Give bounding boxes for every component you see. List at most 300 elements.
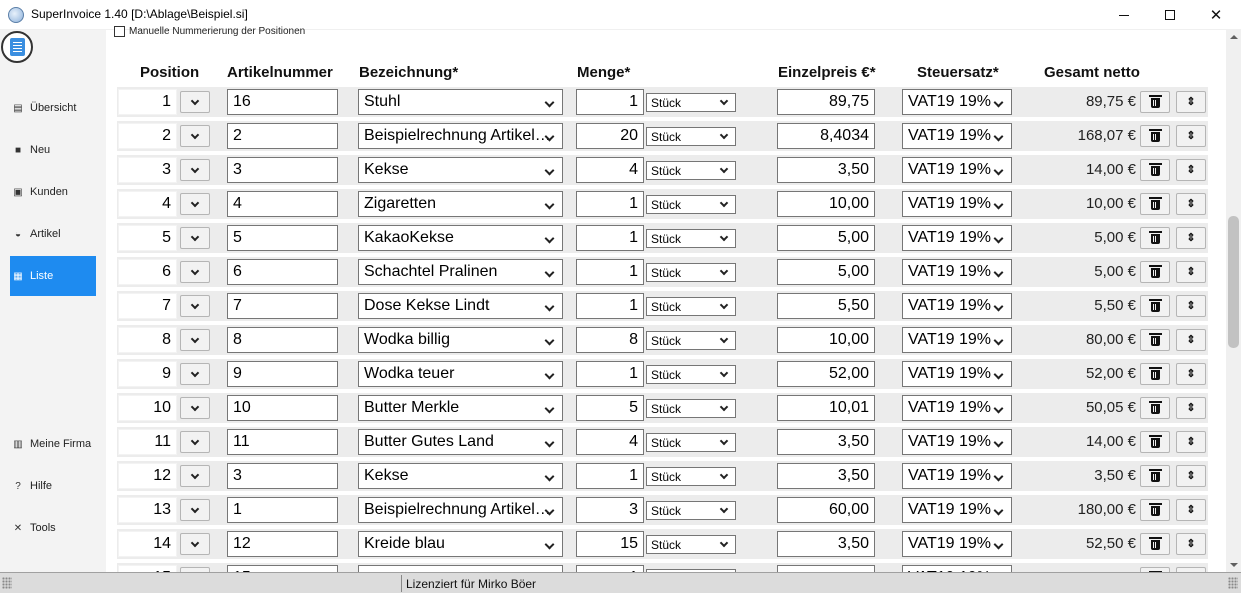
sidebar-item-kunden[interactable]	[10, 172, 96, 212]
unit-value: Stück	[651, 402, 682, 416]
chevron-down-icon	[720, 369, 728, 377]
move-icon: ⇕	[1186, 333, 1196, 346]
total-net-value: 10,00 €	[1085, 195, 1136, 212]
article-number-field[interactable]: 6	[227, 259, 338, 285]
sidebar-item-neu[interactable]	[10, 130, 96, 170]
total-net-value: 89,75 €	[1085, 93, 1136, 110]
tax-rate-value: VAT19 19%	[908, 263, 992, 280]
article-number-field[interactable]: 11	[227, 429, 338, 455]
customers-icon: ▣	[13, 186, 23, 198]
trash-icon	[1151, 336, 1160, 346]
chevron-down-icon	[720, 267, 728, 275]
chevron-down-icon	[545, 200, 555, 210]
total-net-value: 5,00 €	[1094, 263, 1136, 280]
tax-rate-select[interactable]	[902, 225, 1012, 251]
chevron-down-icon	[994, 268, 1004, 278]
total-net-value: 5,50 €	[1094, 297, 1136, 314]
article-number-field[interactable]: 1	[227, 497, 338, 523]
unit-value: Stück	[651, 470, 682, 484]
table-row	[117, 223, 1208, 253]
article-number-field[interactable]: 3	[227, 157, 338, 183]
chevron-down-icon	[545, 370, 555, 380]
move-icon: ⇕	[1186, 367, 1196, 380]
invoice-positions-panel	[106, 26, 1226, 572]
tax-rate-select[interactable]	[902, 497, 1012, 523]
delete-row-button[interactable]	[1140, 431, 1170, 453]
unit-price-field[interactable]: 10,01	[777, 395, 875, 421]
help-icon: ?	[15, 480, 21, 492]
description-value: Kekse	[364, 161, 409, 178]
description-select[interactable]	[358, 395, 563, 421]
total-net-value: 52,00 €	[1085, 365, 1136, 382]
description-select[interactable]	[358, 157, 563, 183]
chevron-down-icon	[994, 336, 1004, 346]
move-row-button[interactable]	[1176, 227, 1206, 249]
unit-price-field[interactable]: 10,00	[777, 191, 875, 217]
sidebar-item-ubersicht[interactable]	[10, 88, 96, 128]
delete-row-button[interactable]	[1140, 193, 1170, 215]
trash-icon	[1151, 132, 1160, 142]
total-net-value: 14,00 €	[1085, 433, 1136, 450]
article-number-field[interactable]: 10	[227, 395, 338, 421]
tax-rate-select[interactable]	[902, 293, 1012, 319]
description-select[interactable]	[358, 497, 563, 523]
close-button[interactable]	[1193, 0, 1239, 30]
quantity-field[interactable]: 4	[576, 157, 644, 183]
position-field[interactable]: 12	[118, 463, 177, 489]
minimize-button[interactable]	[1101, 0, 1147, 30]
total-net-value: 3,50 €	[1094, 467, 1136, 484]
description-value: Zigaretten	[364, 195, 437, 212]
sidebar	[0, 30, 106, 572]
move-icon: ⇕	[1186, 231, 1196, 244]
tax-rate-select[interactable]	[902, 395, 1012, 421]
sidebar-item-tools[interactable]	[10, 508, 96, 548]
description-select[interactable]	[358, 123, 563, 149]
table-row	[117, 189, 1208, 219]
quantity-field[interactable]: 15	[576, 531, 644, 557]
scroll-up-arrow-icon[interactable]	[1230, 35, 1238, 39]
chevron-down-icon	[545, 540, 555, 550]
company-icon: ▥	[13, 438, 23, 450]
delete-row-button[interactable]	[1140, 295, 1170, 317]
delete-row-button[interactable]	[1140, 159, 1170, 181]
trash-icon	[1151, 506, 1160, 516]
article-number-field[interactable]: 5	[227, 225, 338, 251]
delete-row-button[interactable]	[1140, 227, 1170, 249]
tax-rate-select[interactable]	[902, 429, 1012, 455]
position-dropdown-button[interactable]	[180, 261, 210, 283]
resize-grip-icon[interactable]	[1228, 577, 1238, 589]
chevron-down-icon	[994, 404, 1004, 414]
position-field[interactable]: 8	[118, 327, 177, 353]
sidebar-item-label: Tools	[30, 522, 56, 534]
unit-value: Stück	[651, 300, 682, 314]
description-value: Butter Gutes Land	[364, 433, 494, 450]
move-row-button[interactable]	[1176, 91, 1206, 113]
position-dropdown-button[interactable]	[180, 227, 210, 249]
sidebar-item-label: Liste	[30, 270, 54, 282]
unit-value: Stück	[651, 368, 682, 382]
article-number-field[interactable]: 2	[227, 123, 338, 149]
chevron-down-icon	[720, 165, 728, 173]
unit-select[interactable]	[646, 297, 736, 316]
position-field[interactable]: 4	[118, 191, 177, 217]
description-select[interactable]	[358, 293, 563, 319]
tax-rate-select[interactable]	[902, 191, 1012, 217]
table-row	[117, 155, 1208, 185]
sidebar-item-liste[interactable]	[10, 256, 96, 296]
sidebar-item-label: Artikel	[30, 228, 61, 240]
chevron-down-icon	[720, 131, 728, 139]
description-value: Beispielrechnung Artikel…	[364, 501, 551, 518]
quantity-field[interactable]: 1	[576, 463, 644, 489]
position-dropdown-button[interactable]	[180, 363, 210, 385]
chevron-down-icon	[545, 472, 555, 482]
new-document-icon: ■	[14, 144, 22, 156]
quantity-field[interactable]: 8	[576, 327, 644, 353]
unit-select[interactable]	[646, 365, 736, 384]
article-number-field[interactable]: 3	[227, 463, 338, 489]
unit-price-field[interactable]: 5,50	[777, 293, 875, 319]
tax-rate-select[interactable]	[902, 361, 1012, 387]
chevron-down-icon	[191, 130, 199, 138]
move-row-button[interactable]	[1176, 431, 1206, 453]
unit-select[interactable]	[646, 229, 736, 248]
description-select[interactable]	[358, 361, 563, 387]
tax-rate-value: VAT19 19%	[908, 127, 992, 144]
close-icon: ✕	[1209, 7, 1223, 24]
quantity-field[interactable]: 1	[576, 361, 644, 387]
move-row-button[interactable]	[1176, 261, 1206, 283]
description-select[interactable]	[358, 531, 563, 557]
tax-rate-value: VAT19 19%	[908, 399, 992, 416]
chevron-down-icon	[994, 98, 1004, 108]
position-dropdown-button[interactable]	[180, 193, 210, 215]
trash-icon	[1151, 268, 1160, 278]
tax-rate-select[interactable]	[902, 89, 1012, 115]
unit-select[interactable]	[646, 331, 736, 350]
quantity-field[interactable]: 4	[576, 429, 644, 455]
position-dropdown-button[interactable]	[180, 329, 210, 351]
unit-select[interactable]	[646, 161, 736, 180]
table-row	[117, 87, 1208, 117]
description-select[interactable]	[358, 429, 563, 455]
chevron-down-icon	[545, 302, 555, 312]
vertical-scrollbar[interactable]	[1226, 30, 1241, 572]
unit-value: Stück	[651, 130, 682, 144]
position-field[interactable]: 9	[118, 361, 177, 387]
unit-price-field[interactable]: 10,00	[777, 327, 875, 353]
table-row	[117, 529, 1208, 559]
article-number-field[interactable]: 16	[227, 89, 338, 115]
position-dropdown-button[interactable]	[180, 295, 210, 317]
manual-numbering-checkbox[interactable]	[114, 26, 305, 37]
delete-row-button[interactable]	[1140, 329, 1170, 351]
article-number-field[interactable]: 8	[227, 327, 338, 353]
sidebar-item-meine-firma[interactable]	[10, 424, 96, 464]
unit-price-field[interactable]: 5,00	[777, 225, 875, 251]
position-dropdown-button[interactable]	[180, 125, 210, 147]
tax-rate-value: VAT19 19%	[908, 229, 992, 246]
header-quantity: Menge*	[577, 64, 631, 81]
minimize-icon	[1119, 15, 1129, 16]
position-dropdown-button[interactable]	[180, 159, 210, 181]
chevron-down-icon	[545, 404, 555, 414]
position-field[interactable]: 11	[118, 429, 177, 455]
quantity-field[interactable]: 1	[576, 225, 644, 251]
basket-icon: ◒	[14, 228, 22, 240]
chevron-down-icon	[720, 199, 728, 207]
chevron-down-icon	[720, 97, 728, 105]
trash-icon	[1151, 540, 1160, 550]
sidebar-item-hilfe[interactable]	[10, 466, 96, 506]
tax-rate-select[interactable]	[902, 259, 1012, 285]
position-field[interactable]: 7	[118, 293, 177, 319]
delete-row-button[interactable]	[1140, 465, 1170, 487]
unit-price-field[interactable]: 3,50	[777, 531, 875, 557]
position-field[interactable]: 6	[118, 259, 177, 285]
move-row-button[interactable]	[1176, 295, 1206, 317]
chevron-down-icon	[191, 300, 199, 308]
article-number-field[interactable]: 4	[227, 191, 338, 217]
chevron-down-icon	[994, 166, 1004, 176]
quantity-field[interactable]: 1	[576, 89, 644, 115]
position-field[interactable]: 1	[118, 89, 177, 115]
chevron-down-icon	[720, 403, 728, 411]
position-field[interactable]: 2	[118, 123, 177, 149]
delete-row-button[interactable]	[1140, 499, 1170, 521]
position-field[interactable]: 5	[118, 225, 177, 251]
chevron-down-icon	[191, 470, 199, 478]
position-field[interactable]: 14	[118, 531, 177, 557]
chevron-down-icon	[545, 166, 555, 176]
unit-price-field[interactable]: 3,50	[777, 157, 875, 183]
position-dropdown-button[interactable]	[180, 397, 210, 419]
chevron-down-icon	[720, 471, 728, 479]
description-select[interactable]	[358, 327, 563, 353]
move-icon: ⇕	[1186, 95, 1196, 108]
move-icon: ⇕	[1186, 265, 1196, 278]
unit-value: Stück	[651, 504, 682, 518]
move-row-button[interactable]	[1176, 499, 1206, 521]
description-value: Schachtel Pralinen	[364, 263, 498, 280]
delete-row-button[interactable]	[1140, 261, 1170, 283]
license-status: Lizenziert für Mirko Böer	[401, 575, 1223, 592]
chevron-down-icon	[720, 437, 728, 445]
move-row-button[interactable]	[1176, 533, 1206, 555]
description-value: Beispielrechnung Artikel…	[364, 127, 551, 144]
chevron-down-icon	[191, 402, 199, 410]
unit-select[interactable]	[646, 433, 736, 452]
chevron-down-icon	[720, 539, 728, 547]
tax-rate-value: VAT19 19%	[908, 161, 992, 178]
unit-value: Stück	[651, 436, 682, 450]
description-value: Dose Kekse Lindt	[364, 297, 490, 314]
unit-price-field[interactable]: 60,00	[777, 497, 875, 523]
trash-icon	[1151, 370, 1160, 380]
chevron-down-icon	[191, 164, 199, 172]
chevron-down-icon	[994, 234, 1004, 244]
table-row	[117, 495, 1208, 525]
chevron-down-icon	[994, 438, 1004, 448]
position-field[interactable]: 3	[118, 157, 177, 183]
quantity-field[interactable]: 1	[576, 191, 644, 217]
unit-value: Stück	[651, 334, 682, 348]
move-row-button[interactable]	[1176, 329, 1206, 351]
article-number-field[interactable]: 12	[227, 531, 338, 557]
total-net-value: 80,00 €	[1085, 331, 1136, 348]
chevron-down-icon	[994, 370, 1004, 380]
description-value: Wodka teuer	[364, 365, 455, 382]
description-select[interactable]	[358, 89, 563, 115]
chevron-down-icon	[720, 233, 728, 241]
move-icon: ⇕	[1186, 163, 1196, 176]
chevron-down-icon	[191, 334, 199, 342]
unit-select[interactable]	[646, 535, 736, 554]
unit-value: Stück	[651, 232, 682, 246]
chevron-down-icon	[191, 232, 199, 240]
tax-rate-value: VAT19 19%	[908, 467, 992, 484]
unit-value: Stück	[651, 164, 682, 178]
position-dropdown-button[interactable]	[180, 465, 210, 487]
move-row-button[interactable]	[1176, 363, 1206, 385]
quantity-field[interactable]: 1	[576, 293, 644, 319]
quantity-field[interactable]: 1	[576, 259, 644, 285]
scrollbar-thumb[interactable]	[1228, 216, 1239, 348]
unit-select[interactable]	[646, 127, 736, 146]
header-article-number: Artikelnummer	[227, 64, 333, 81]
move-row-button[interactable]	[1176, 159, 1206, 181]
unit-select[interactable]	[646, 195, 736, 214]
tax-rate-value: VAT19 19%	[908, 501, 992, 518]
header-unit-price: Einzelpreis €*	[778, 64, 876, 81]
move-icon: ⇕	[1186, 129, 1196, 142]
move-row-button[interactable]	[1176, 125, 1206, 147]
delete-row-button[interactable]	[1140, 397, 1170, 419]
chevron-down-icon	[191, 266, 199, 274]
unit-select[interactable]	[646, 263, 736, 282]
unit-price-field[interactable]: 8,4034	[777, 123, 875, 149]
chevron-down-icon	[191, 538, 199, 546]
move-icon: ⇕	[1186, 299, 1196, 312]
total-net-value: 180,00 €	[1077, 501, 1136, 518]
table-row	[117, 359, 1208, 389]
position-dropdown-button[interactable]	[180, 533, 210, 555]
article-number-field[interactable]: 9	[227, 361, 338, 387]
header-total-net: Gesamt netto	[1044, 64, 1140, 81]
total-net-value: 168,07 €	[1077, 127, 1136, 144]
chevron-down-icon	[545, 438, 555, 448]
move-row-button[interactable]	[1176, 465, 1206, 487]
tax-rate-value: VAT19 19%	[908, 297, 992, 314]
sidebar-item-artikel[interactable]	[10, 214, 96, 254]
tools-icon: ✕	[13, 522, 23, 534]
delete-row-button[interactable]	[1140, 363, 1170, 385]
unit-select[interactable]	[646, 399, 736, 418]
sidebar-item-label: Hilfe	[30, 480, 53, 492]
trash-icon	[1151, 200, 1160, 210]
tax-rate-select[interactable]	[902, 157, 1012, 183]
checkbox-icon	[114, 26, 125, 37]
position-dropdown-button[interactable]	[180, 91, 210, 113]
quantity-field[interactable]: 20	[576, 123, 644, 149]
unit-select[interactable]	[646, 467, 736, 486]
description-select[interactable]	[358, 463, 563, 489]
article-number-field[interactable]: 7	[227, 293, 338, 319]
tax-rate-select[interactable]	[902, 531, 1012, 557]
quantity-field[interactable]: 5	[576, 395, 644, 421]
trash-icon	[1151, 404, 1160, 414]
description-value: KakaoKekse	[364, 229, 454, 246]
tax-rate-select[interactable]	[902, 123, 1012, 149]
position-dropdown-button[interactable]	[180, 499, 210, 521]
tax-rate-value: VAT19 19%	[908, 433, 992, 450]
unit-select[interactable]	[646, 501, 736, 520]
tax-rate-select[interactable]	[902, 463, 1012, 489]
header-position: Position	[140, 64, 200, 81]
description-select[interactable]	[358, 259, 563, 285]
quantity-field[interactable]: 3	[576, 497, 644, 523]
app-icon	[8, 7, 24, 23]
unit-price-field[interactable]: 5,00	[777, 259, 875, 285]
unit-price-field[interactable]: 52,00	[777, 361, 875, 387]
header-tax-rate: Steuersatz*	[917, 64, 999, 81]
move-row-button[interactable]	[1176, 397, 1206, 419]
list-icon: ▦	[13, 270, 23, 282]
tax-rate-select[interactable]	[902, 327, 1012, 353]
chevron-down-icon	[545, 268, 555, 278]
description-value: Kekse	[364, 467, 409, 484]
total-net-value: 50,05 €	[1085, 399, 1136, 416]
delete-row-button[interactable]	[1140, 533, 1170, 555]
position-dropdown-button[interactable]	[180, 431, 210, 453]
move-icon: ⇕	[1186, 197, 1196, 210]
description-select[interactable]	[358, 225, 563, 251]
position-field[interactable]: 10	[118, 395, 177, 421]
scroll-down-arrow-icon[interactable]	[1230, 563, 1238, 567]
chevron-down-icon	[994, 302, 1004, 312]
tax-rate-value: VAT19 19%	[908, 195, 992, 212]
unit-price-field[interactable]: 89,75	[777, 89, 875, 115]
chevron-down-icon	[191, 368, 199, 376]
move-icon: ⇕	[1186, 401, 1196, 414]
trash-icon	[1151, 472, 1160, 482]
unit-price-field[interactable]: 3,50	[777, 463, 875, 489]
position-field[interactable]: 13	[118, 497, 177, 523]
tax-rate-value: VAT19 19%	[908, 365, 992, 382]
sidebar-item-label: Meine Firma	[30, 438, 92, 450]
maximize-icon	[1165, 10, 1175, 20]
total-net-value: 52,50 €	[1085, 535, 1136, 552]
chevron-down-icon	[720, 301, 728, 309]
unit-price-field[interactable]: 3,50	[777, 429, 875, 455]
overview-icon: ▤	[13, 102, 23, 114]
delete-row-button[interactable]	[1140, 91, 1170, 113]
description-value: Kreide blau	[364, 535, 445, 552]
move-row-button[interactable]	[1176, 193, 1206, 215]
header-description: Bezeichnung*	[359, 64, 459, 81]
description-select[interactable]	[358, 191, 563, 217]
chevron-down-icon	[994, 506, 1004, 516]
delete-row-button[interactable]	[1140, 125, 1170, 147]
unit-select[interactable]	[646, 93, 736, 112]
chevron-down-icon	[191, 198, 199, 206]
status-bar	[0, 572, 1241, 593]
maximize-button[interactable]	[1147, 0, 1193, 30]
table-row	[117, 325, 1208, 355]
table-row	[117, 291, 1208, 321]
